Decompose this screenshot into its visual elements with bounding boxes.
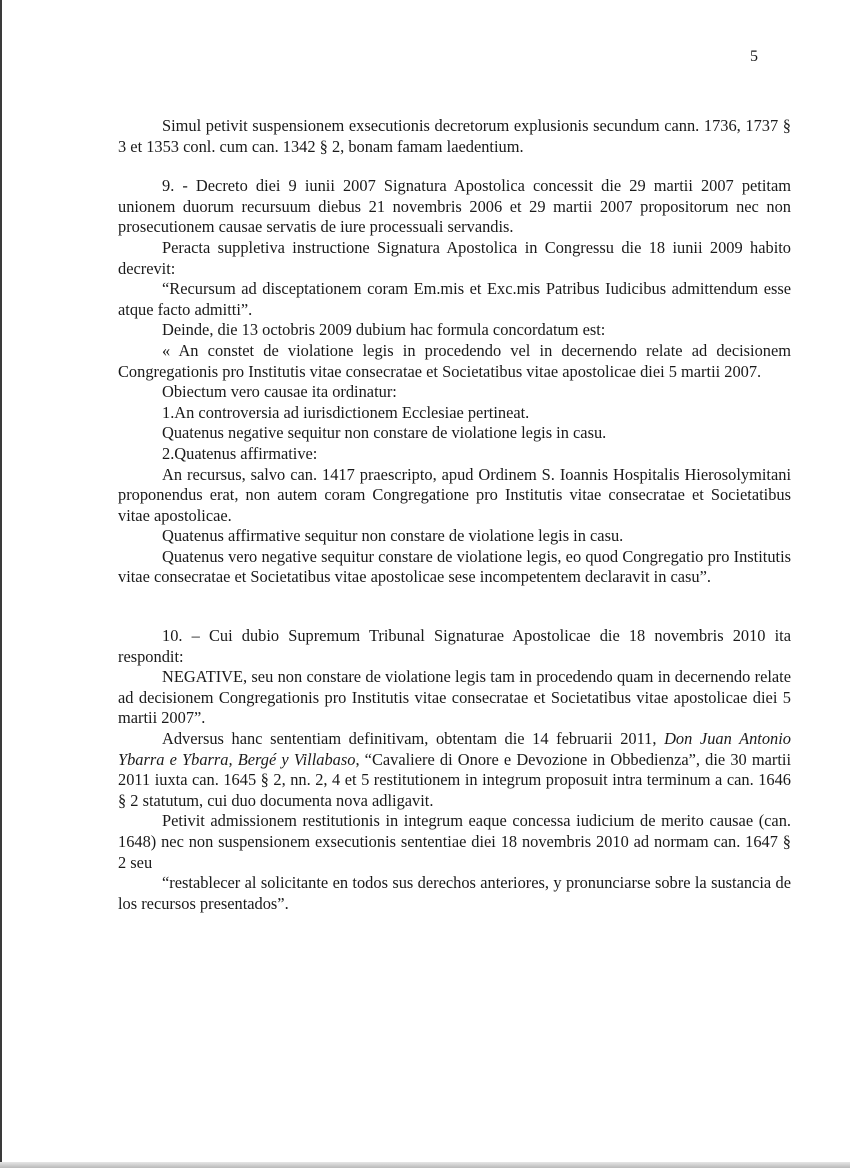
paragraph-negative-response: NEGATIVE, seu non constare de violatione legis tam in procedendo quam in decernendo relate ad decisionem Congregationis pro Institutis vitae consecratae et Societatibus vitae apostolicae diei 5 martii 2007”.: [118, 667, 791, 728]
paragraph-question-2: 2.Quatenus affirmative:: [162, 443, 318, 463]
adversus-text-after: , “Cavaliere di Onore e Devozione in Obbedienza”, die 30 martii 2011 iuxta can. 1645 § 2, nn. 2, 4 et 5 restitutionem in integrum proposuit intra terminum a can. 1646 § 2 statutum, cui duo documenta nova adligavit.: [118, 749, 791, 810]
paragraph-recursus: An recursus, salvo can. 1417 praescripto, apud Ordinem S. Ioannis Hospitalis Hierosolymitani proponendus erat, non autem coram Congregatione pro Institutis vitae consecratae et Societatibus vitae apostolicae.: [118, 464, 791, 525]
document-body: [118, 116, 791, 914]
paragraph-instruction: Peracta suppletiva instructione Signatura Apostolica in Congressu die 18 iunii 2009 habito decrevit:: [118, 237, 791, 278]
paragraph-section-9: 9. - Decreto diei 9 iunii 2007 Signatura Apostolica concessit die 29 martii 2007 petitam unionem duorum recursuum diebus 21 novembris 2006 et 29 martii 2007 propositorum nec non prosecutionem causae servatis de iure processuali servandis.: [118, 176, 791, 237]
paragraph-adversus: [118, 729, 791, 811]
paragraph-dubium-intro: Deinde, die 13 octobris 2009 dubium hac formula concordatum est:: [162, 320, 606, 340]
adversus-text-before: Adversus hanc sententiam definitivam, obtentam die 14 februarii 2011,: [162, 729, 665, 749]
paragraph-obiectum: Obiectum vero causae ita ordinatur:: [162, 382, 397, 402]
paragraph-suspension-request: Simul petivit suspensionem exsecutionis decretorum explusionis secundum cann. 1736, 1737 § 3 et 1353 conl. cum can. 1342 § 2, bonam famam laedentium.: [118, 116, 791, 156]
adversus-name-italic: Don Juan Antonio Ybarra e Ybarra, Bergé y Villabaso: [118, 729, 792, 769]
paragraph-question-1: 1.An controversia ad iurisdictionem Ecclesiae pertineat.: [162, 402, 530, 422]
paragraph-negative-1: Quatenus negative sequitur non constare de violatione legis in casu.: [162, 423, 607, 443]
paragraph-spanish-quote: “restablecer al solicitante en todos sus derechos anteriores, y pronunciarse sobre la sustancia de los recursos presentados”.: [118, 873, 791, 913]
paragraph-affirmative: Quatenus affirmative sequitur non constare de violatione legis in casu.: [162, 526, 624, 546]
paragraph-petivit: Petivit admissionem restitutionis in integrum eaque concessa iudicium de merito causae (can. 1648) nec non suspensionem exsecutionis sententiae diei 18 novembris 2010 ad normam can. 1647 § 2 seu: [118, 811, 791, 872]
paragraph-dubium: « An constet de violatione legis in procedendo vel in decernendo relate ad decisionem Congregationis pro Institutis vitae consecratae et Societatibus vitae apostolicae diei 5 martii 2007.: [118, 340, 791, 381]
scan-bottom-edge: [0, 1162, 850, 1168]
paragraph-decree-quote: “Recursum ad disceptationem coram Em.mis et Exc.mis Patribus Iudicibus admittendum esse atque facto admitti”.: [118, 279, 791, 319]
page-number: 5: [750, 48, 758, 65]
paragraph-section-10: 10. – Cui dubio Supremum Tribunal Signaturae Apostolicae die 18 novembris 2010 ita respondit:: [118, 626, 791, 666]
paragraph-negative-2: Quatenus vero negative sequitur constare de violatione legis, eo quod Congregatio pro Institutis vitae consecratae et Societatibus vitae apostolicae sese incompetentem declaravit in casu”.: [118, 546, 791, 587]
scan-left-edge: [0, 0, 2, 1168]
